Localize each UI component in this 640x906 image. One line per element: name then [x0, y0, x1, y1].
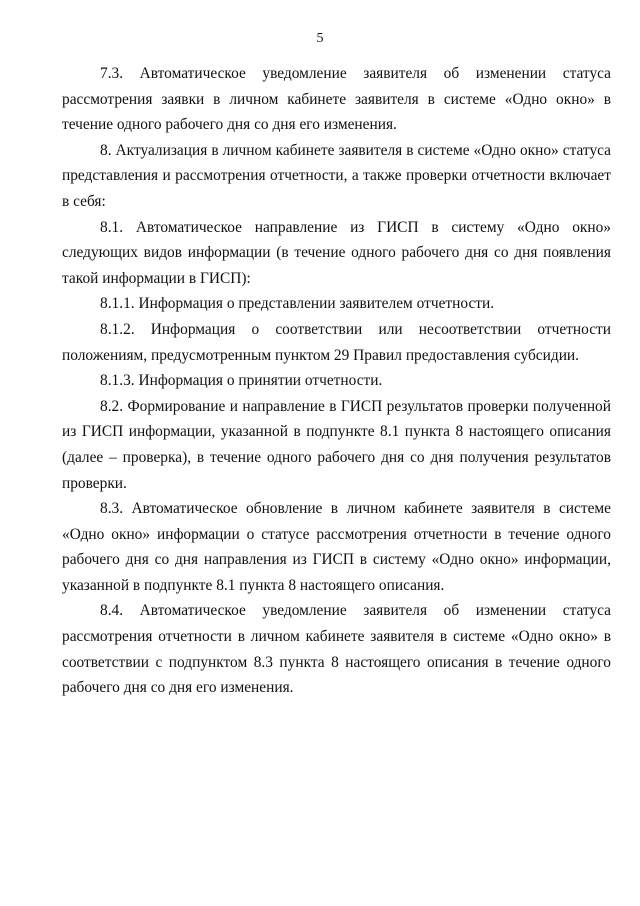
- paragraph-8-1: 8.1. Автоматическое направление из ГИСП в систему «Одно окно» следующих видов информации (в течение одного рабочего дня со дня появления такой информации в ГИСП):: [62, 218, 611, 287]
- paragraph-8-3: 8.3. Автоматическое обновление в личном кабинете заявителя в системе «Одно окно» информации о статусе рассмотрения отчетности в течение одного рабочего дня со дня направления из ГИСП в систему «Одно окно» информации, указанной в подпункте 8.1 пункта 8 настоящего описания.: [62, 500, 611, 594]
- paragraph-7-3: 7.3. Автоматическое уведомление заявителя об изменении статуса рассмотрения заявки в личном кабинете заявителя в системе «Одно окно» в течение одного рабочего дня со дня его изменения.: [62, 65, 611, 134]
- paragraph-8-1-1: 8.1.1. Информация о представлении заявителем отчетности.: [100, 295, 495, 313]
- paragraph-8-1-2: 8.1.2. Информация о соответствии или несоответствии отчетности положениям, предусмотренным пунктом 29 Правил предоставления субсидии.: [62, 320, 611, 364]
- paragraph-8-2: 8.2. Формирование и направление в ГИСП результатов проверки полученной из ГИСП информации, указанной в подпункте 8.1 пункта 8 настоящего описания (далее – проверка), в течение одного рабочего дня со дня получения результатов проверки.: [62, 397, 611, 492]
- page-number: 5: [316, 31, 324, 46]
- paragraph-8-4: 8.4. Автоматическое уведомление заявителя об изменении статуса рассмотрения отчетности в личном кабинете заявителя в системе «Одно окно» в соответствии с подпунктом 8.3 пункта 8 настоящего описания в течение одного рабочего дня со дня его изменения.: [62, 602, 611, 697]
- paragraph-8-1-3: 8.1.3. Информация о принятии отчетности.: [100, 372, 383, 390]
- document-body: [62, 61, 611, 701]
- paragraph-8: 8. Актуализация в личном кабинете заявителя в системе «Одно окно» статуса представления и рассмотрения отчетности, а также проверки отчетности включает в себя:: [62, 141, 611, 210]
